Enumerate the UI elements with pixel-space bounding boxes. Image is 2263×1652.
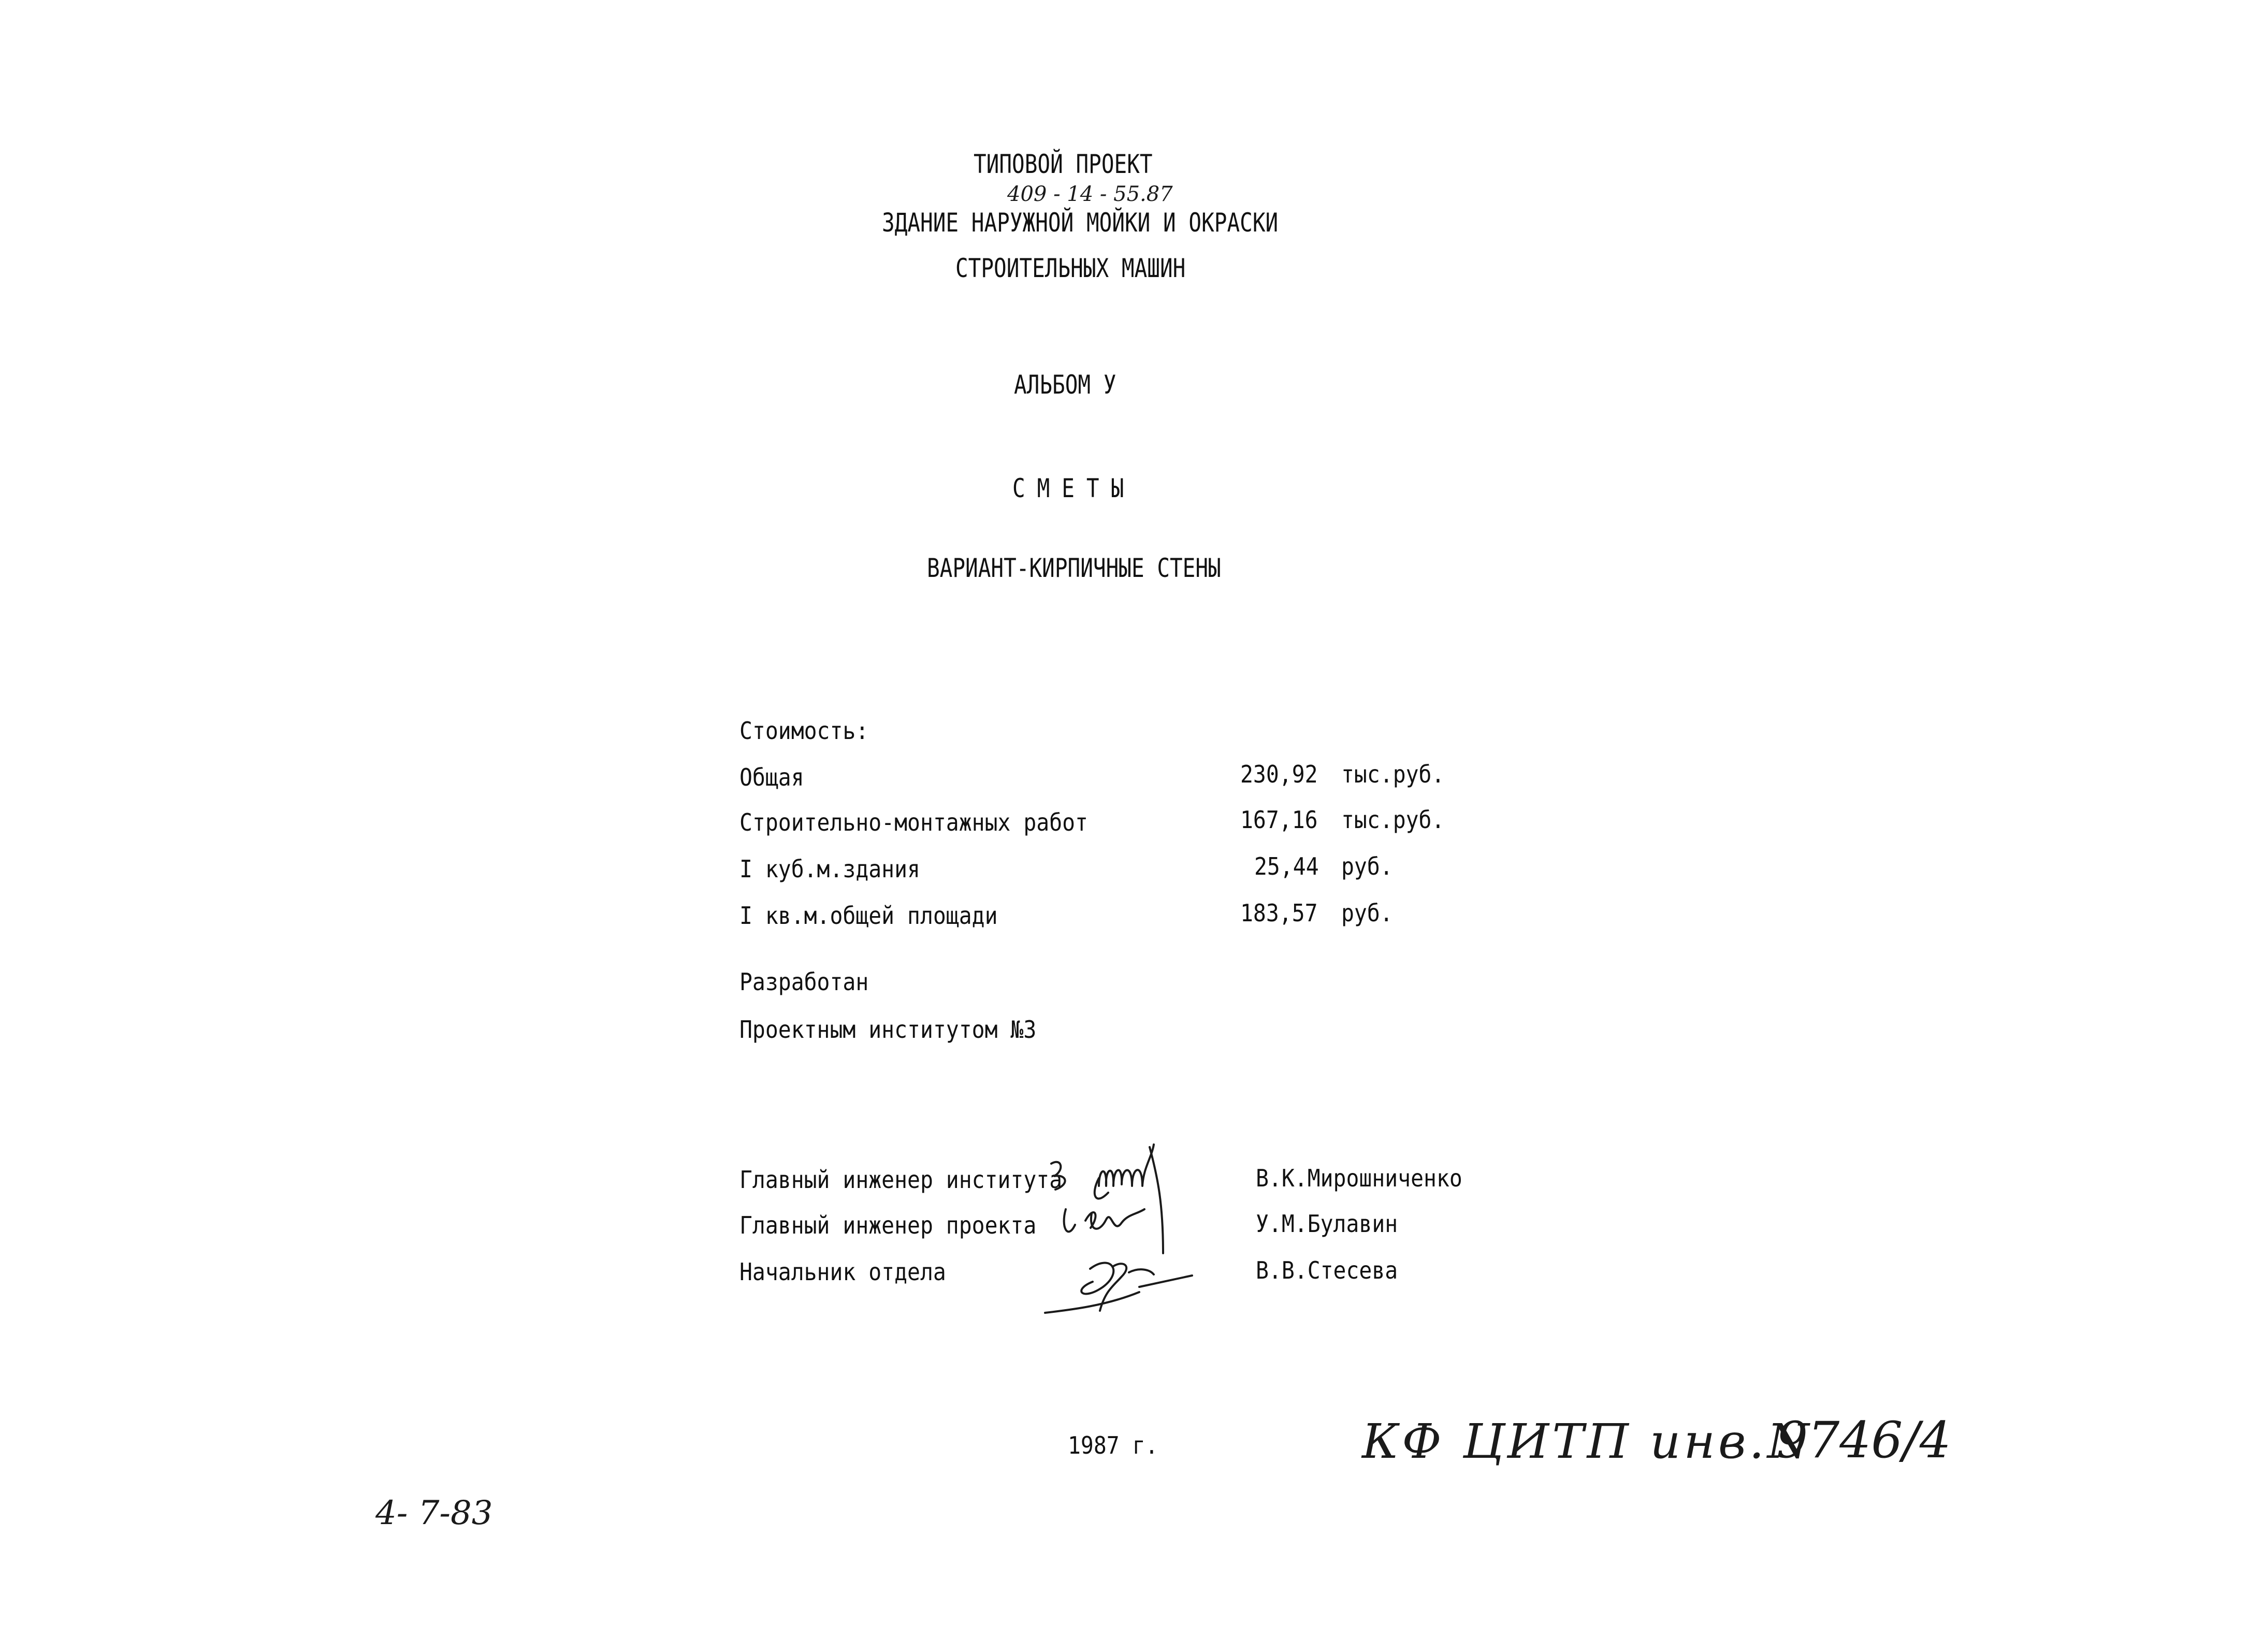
cost-value-construction: 167,16 bbox=[1240, 806, 1318, 834]
variant-label: ВАРИАНТ-КИРПИЧНЫЕ СТЕНЫ bbox=[927, 553, 1221, 583]
cost-unit-per-cubic-meter: руб. bbox=[1341, 852, 1393, 880]
year-label: 1987 г. bbox=[1068, 1431, 1158, 1459]
inventory-stamp: КФ ЦИТП инв.N bbox=[1362, 1414, 1812, 1469]
corner-note: 4- 7-83 bbox=[375, 1494, 493, 1532]
project-number: 409 - 14 - 55.87 bbox=[1007, 182, 1173, 206]
signatory-role-department-head: Начальник отдела bbox=[739, 1258, 946, 1286]
cost-value-per-cubic-meter: 25,44 bbox=[1254, 852, 1319, 880]
album-label: АЛЬБОМ У bbox=[1014, 370, 1116, 400]
cost-label-per-square-meter: I кв.м.общей площади bbox=[739, 902, 998, 930]
developer-institute: Проектным институтом №3 bbox=[739, 1016, 1037, 1044]
cost-value-total: 230,92 bbox=[1240, 760, 1318, 788]
document-title: СМЕТЫ bbox=[1012, 473, 1136, 503]
cost-value-per-square-meter: 183,57 bbox=[1240, 899, 1318, 927]
inventory-number: 9746/4 bbox=[1776, 1411, 1951, 1469]
cost-label-construction: Строительно-монтажных работ bbox=[739, 808, 1088, 836]
cost-unit-per-square-meter: руб. bbox=[1341, 899, 1393, 927]
cost-unit-total: тыс.руб. bbox=[1341, 760, 1445, 788]
cost-label-per-cubic-meter: I куб.м.здания bbox=[739, 855, 920, 883]
cost-unit-construction: тыс.руб. bbox=[1341, 806, 1445, 834]
cost-label-total: Общая bbox=[739, 763, 804, 791]
signatory-name-chief-engineer-project: У.М.Булавин bbox=[1256, 1210, 1398, 1238]
signatures-drawing bbox=[1041, 1137, 1217, 1354]
building-title-line1: ЗДАНИЕ НАРУЖНОЙ МОЙКИ И ОКРАСКИ bbox=[882, 208, 1279, 238]
project-type-heading: ТИПОВОЙ ПРОЕКТ bbox=[974, 149, 1153, 179]
signatory-role-chief-engineer-institute: Главный инженер института bbox=[739, 1166, 1063, 1194]
developed-by-label: Разработан bbox=[739, 968, 869, 996]
signatory-role-chief-engineer-project: Главный инженер проекта bbox=[739, 1211, 1037, 1239]
building-title-line2: СТРОИТЕЛЬНЫХ МАШИН bbox=[955, 253, 1186, 283]
signatory-name-department-head: В.В.Стесева bbox=[1256, 1256, 1398, 1284]
signatory-name-chief-engineer-institute: В.К.Мирошниченко bbox=[1256, 1164, 1462, 1192]
cost-heading: Стоимость: bbox=[739, 717, 869, 745]
